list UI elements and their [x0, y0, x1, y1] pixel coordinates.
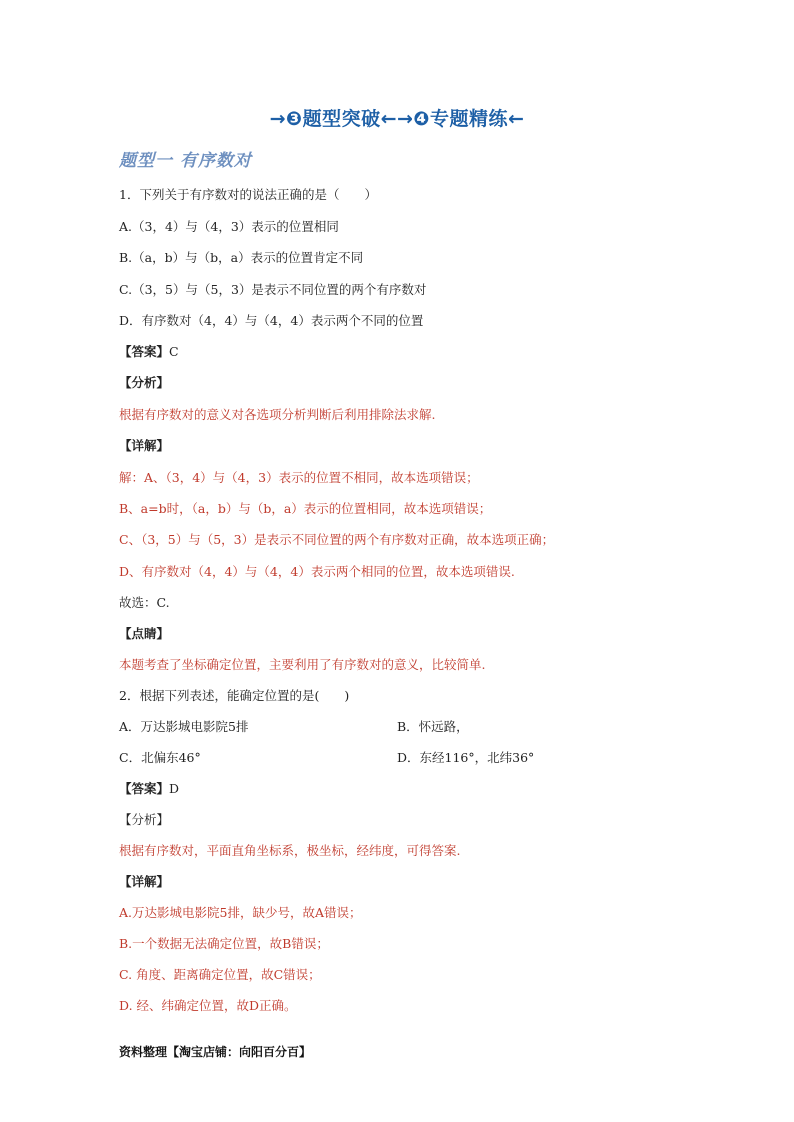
q2-option-d: D．东经116°，北纬36° [397, 750, 535, 765]
q2-answer-label: 【答案】 [119, 781, 170, 796]
q1-answer-line [119, 344, 179, 360]
q1-detail-label: 【详解】 [119, 438, 170, 453]
q1-comment-text: 本题考查了坐标确定位置，主要利用了有序数对的意义，比较简单. [119, 657, 486, 672]
q1-answer-label: 【答案】 [119, 344, 170, 359]
q1-option-a: A.（3，4）与（4，3）表示的位置相同 [119, 219, 339, 234]
q1-detail-line-2: B、a=b时，（a，b）与（b，a）表示的位置相同，故本选项错误； [119, 501, 492, 516]
q1-answer-value: C [169, 344, 179, 359]
section-title: 题型一 有序数对 [119, 151, 252, 171]
q1-choice: 故选：C. [119, 595, 170, 610]
q2-analysis-text: 根据有序数对，平面直角坐标系，极坐标，经纬度，可得答案. [119, 843, 461, 858]
q2-option-b: B．怀远路， [397, 719, 469, 734]
q2-detail-line-4: D. 经、纬确定位置，故D正确。 [119, 998, 297, 1013]
page-footer: 资料整理【淘宝店铺：向阳百分百】 [119, 1045, 312, 1059]
q2-option-c: C．北偏东46° [119, 750, 201, 765]
q1-analysis-text: 根据有序数对的意义对各选项分析判断后利用排除法求解. [119, 407, 436, 422]
q2-answer-value: D [169, 781, 180, 796]
q2-detail-line-2: B.一个数据无法确定位置，故B错误； [119, 936, 329, 951]
q1-option-c: C.（3，5）与（5，3）是表示不同位置的两个有序数对 [119, 282, 427, 297]
q1-detail-line-1: 解：A、（3，4）与（4，3）表示的位置不相同，故本选项错误； [119, 470, 479, 485]
q2-analysis-label: 【分析】 [119, 812, 170, 827]
q2-detail-line-1: A.万达影城电影院5排，缺少号，故A错误； [119, 905, 362, 920]
q2-option-a: A．万达影城电影院5排 [119, 719, 249, 734]
q1-stem: 1．下列关于有序数对的说法正确的是（ ） [119, 187, 377, 202]
q2-detail-label: 【详解】 [119, 874, 170, 889]
q2-detail-line-3: C. 角度、距离确定位置，故C错误； [119, 967, 321, 982]
q1-analysis-label: 【分析】 [119, 375, 170, 390]
page-header: →❸题型突破←→❹专题精练← [269, 108, 525, 130]
q2-answer-line [119, 781, 179, 797]
q1-comment-label: 【点睛】 [119, 626, 170, 641]
q1-option-b: B.（a，b）与（b，a）表示的位置肯定不同 [119, 250, 364, 265]
q1-detail-line-4: D、有序数对（4，4）与（4，4）表示两个相同的位置，故本选项错误. [119, 564, 515, 579]
q1-option-d: D．有序数对（4，4）与（4，4）表示两个不同的位置 [119, 313, 424, 328]
q1-detail-line-3: C、（3，5）与（5，3）是表示不同位置的两个有序数对正确，故本选项正确； [119, 532, 555, 547]
q2-stem: 2．根据下列表述，能确定位置的是( ) [119, 688, 350, 703]
